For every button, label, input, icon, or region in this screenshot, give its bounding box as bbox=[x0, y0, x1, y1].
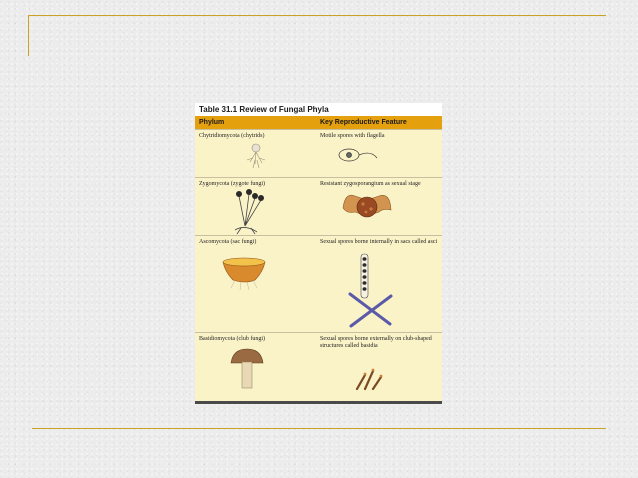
feature-column-header: Key Reproductive Feature bbox=[320, 119, 407, 126]
reproductive-feature: Motile spores with flagella bbox=[320, 133, 385, 139]
phylum-name: Ascomycota (sac fungi) bbox=[199, 239, 257, 245]
table-row-chytridiomycota bbox=[195, 129, 442, 177]
table-row-basidiomycota bbox=[195, 332, 442, 399]
top-decorative-rule bbox=[28, 15, 606, 16]
phylum-column-header: Phylum bbox=[199, 119, 225, 126]
ascomycota-illustration bbox=[195, 236, 442, 332]
bottom-decorative-rule bbox=[32, 428, 606, 429]
table-header bbox=[195, 116, 442, 129]
table-row-ascomycota bbox=[195, 235, 442, 332]
reproductive-feature: Sexual spores borne externally on club-shaped structures called basidia bbox=[320, 336, 432, 349]
left-decorative-rule bbox=[28, 15, 29, 56]
fungal-phyla-table bbox=[195, 103, 442, 404]
phylum-name: Chytridiomycota (chytrids) bbox=[199, 133, 265, 139]
table-row-zygomycota bbox=[195, 177, 442, 235]
phylum-name: Zygomycota (zygote fungi) bbox=[199, 181, 265, 187]
reproductive-feature: Sexual spores borne internally in sacs called asci bbox=[320, 239, 438, 245]
table-title: Table 31.1 Review of Fungal Phyla bbox=[195, 103, 442, 116]
phylum-name: Basidiomycota (club fungi) bbox=[199, 336, 265, 342]
reproductive-feature: Resistant zygosporangium as sexual stage bbox=[320, 181, 421, 187]
